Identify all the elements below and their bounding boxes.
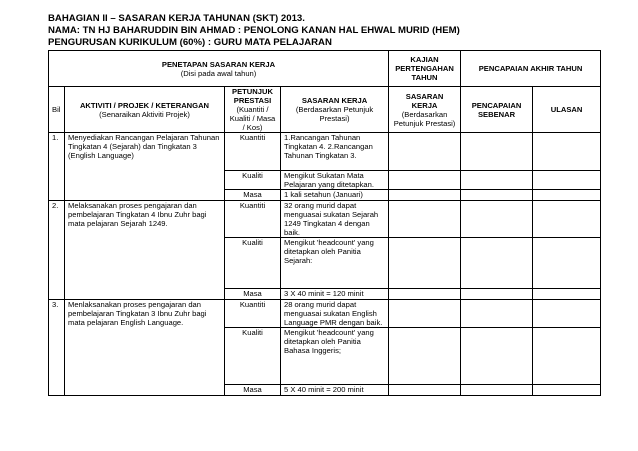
ulasan-cell: [533, 300, 601, 328]
pencapaian-akhir-header: PENCAPAIAN AKHIR TAHUN: [461, 51, 601, 87]
kajian-cell: [389, 238, 461, 289]
kajian-cell: [389, 300, 461, 328]
table-row: [49, 201, 601, 238]
sasaran-cell: 28 orang murid dapat menguasai sukatan English Language PMR dengan baik.: [281, 300, 389, 328]
kajian-cell: [389, 133, 461, 171]
bil-cell: 1.: [49, 133, 65, 201]
sasaran-header: [281, 87, 389, 133]
ulasan-header: ULASAN: [533, 87, 601, 133]
table-row: [49, 133, 601, 171]
aktiviti-title: AKTIVITI / PROJEK / KETERANGAN: [79, 100, 210, 110]
sasaran-cell: 1 kali setahun (Januari): [281, 190, 389, 201]
aktiviti-cell: Melaksanakan proses pengajaran dan pembelajaran Tingkatan 4 Ibnu Zuhr bagi mata pelajaran Sejarah 1249.: [65, 201, 225, 300]
header-row-sub: [49, 87, 601, 133]
aktiviti-cell: Menlaksanakan proses pengajaran dan pembelajaran Tingkatan 3 Ibnu Zuhr bagi mata pelajaran English Language.: [65, 300, 225, 396]
petunjuk-cell: Kualiti: [225, 328, 281, 385]
petunjuk-cell: Kuantiti: [225, 300, 281, 328]
sasaran-cell: Mengikut 'headcount' yang ditetapkan oleh Panitia Sejarah:: [281, 238, 389, 289]
petunjuk-header: [225, 87, 281, 133]
penetapan-title: PENETAPAN SASARAN KERJA: [161, 59, 276, 69]
pencapaian-sebenar-header: PENCAPAIAN SEBENAR: [461, 87, 533, 133]
skt-table: [48, 50, 601, 396]
petunjuk-cell: Masa: [225, 385, 281, 396]
sasaran-cell: Mengikut Sukatan Mata Pelajaran yang ditetapkan.: [281, 171, 389, 190]
aktiviti-cell: Menyediakan Rancangan Pelajaran Tahunan Tingkatan 4 (Sejarah) dan Tingkatan 3 (English Language): [65, 133, 225, 201]
penetapan-subtitle: (Disi pada awal tahun): [180, 68, 257, 78]
petunjuk-subtitle: (Kuantiti / Kualiti / Masa / Kos): [229, 105, 276, 132]
sasaran-subtitle: (Berdasarkan Petunjuk Prestasi): [295, 105, 374, 123]
kajian-cell: [389, 201, 461, 238]
petunjuk-cell: Kualiti: [225, 238, 281, 289]
aktiviti-header: [65, 87, 225, 133]
petunjuk-cell: Kuantiti: [225, 201, 281, 238]
kajian-header: KAJIAN PERTENGAHAN TAHUN: [389, 51, 461, 87]
bil-cell: 3.: [49, 300, 65, 396]
sasaran-cell: 5 X 40 minit = 200 minit: [281, 385, 389, 396]
kajian-cell: [389, 190, 461, 201]
sasaran-cell: 32 orang murid dapat menguasai sukatan Sejarah 1249 Tingkatan 4 dengan baik.: [281, 201, 389, 238]
petunjuk-cell: Masa: [225, 289, 281, 300]
sasaran-title: SASARAN KERJA: [301, 96, 368, 105]
category-line: PENGURUSAN KURIKULUM (60%) : GURU MATA PELAJARAN: [48, 37, 332, 48]
pencapaian-cell: [461, 289, 533, 300]
petunjuk-title: PETUNJUK PRESTASI: [232, 87, 273, 105]
pencapaian-cell: [461, 133, 533, 171]
pencapaian-cell: [461, 385, 533, 396]
ulasan-cell: [533, 238, 601, 289]
petunjuk-cell: Masa: [225, 190, 281, 201]
petunjuk-cell: Kualiti: [225, 171, 281, 190]
kajian-cell: [389, 171, 461, 190]
ulasan-cell: [533, 201, 601, 238]
ulasan-cell: [533, 133, 601, 171]
name-line: NAMA: TN HJ BAHARUDDIN BIN AHMAD : PENOLONG KANAN HAL EHWAL MURID (HEM): [48, 25, 460, 36]
sasaran-cell: Mengikut 'headcount' yang ditetapkan oleh Panitia Bahasa Inggeris;: [281, 328, 389, 385]
pencapaian-cell: [461, 328, 533, 385]
petunjuk-cell: Kuantiti: [225, 133, 281, 171]
pencapaian-cell: [461, 190, 533, 201]
pencapaian-cell: [461, 171, 533, 190]
bil-cell: 2.: [49, 201, 65, 300]
kajian-sasaran-header: [389, 87, 461, 133]
bil-header: Bil: [49, 87, 65, 133]
table-row: [49, 300, 601, 328]
ulasan-cell: [533, 385, 601, 396]
pencapaian-cell: [461, 201, 533, 238]
sasaran-cell: 1.Rancangan Tahunan Tingkatan 4. 2.Rancangan Tahunan Tingkatan 3.: [281, 133, 389, 171]
penetapan-header: [49, 51, 389, 87]
ulasan-cell: [533, 289, 601, 300]
pencapaian-cell: [461, 238, 533, 289]
ulasan-cell: [533, 171, 601, 190]
ulasan-cell: [533, 328, 601, 385]
kajian-cell: [389, 328, 461, 385]
section-title: BAHAGIAN II – SASARAN KERJA TAHUNAN (SKT) 2013.: [48, 13, 305, 24]
aktiviti-subtitle: (Senaraikan Aktiviti Projek): [99, 109, 190, 119]
pencapaian-cell: [461, 300, 533, 328]
kajian-sasaran-subtitle: (Berdasarkan Petunjuk Prestasi): [393, 109, 456, 128]
kajian-cell: [389, 289, 461, 300]
ulasan-cell: [533, 190, 601, 201]
kajian-cell: [389, 385, 461, 396]
header-row-top: [49, 51, 601, 87]
sasaran-cell: 3 X 40 minit = 120 minit: [281, 289, 389, 300]
kajian-sasaran-title: SASARAN KERJA: [405, 91, 444, 110]
